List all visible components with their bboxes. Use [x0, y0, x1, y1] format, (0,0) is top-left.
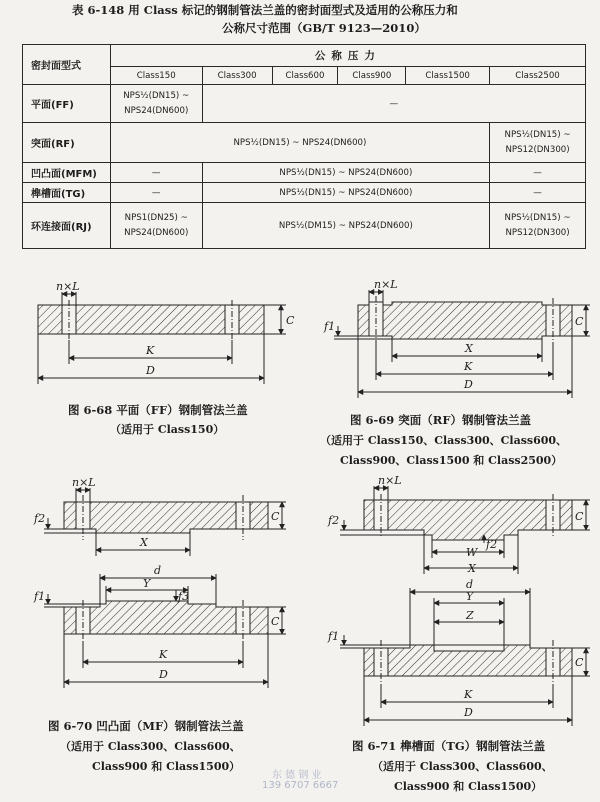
flange-tongue: [364, 500, 572, 540]
table-cell: NPS1(DN25) ~ NPS24(DN600): [110, 203, 202, 249]
header-seal-type: 密封面型式: [23, 45, 111, 85]
dim-D: D: [146, 364, 155, 377]
class-header: Class2500: [490, 67, 586, 85]
class-header: Class1500: [406, 67, 490, 85]
figure-6-70-subcaption-2: Class900 和 Class1500）: [92, 760, 241, 773]
dim-Y: Y: [143, 577, 151, 590]
dim-D: D: [159, 668, 168, 681]
watermark-company: 东 德 钢 业: [272, 770, 322, 781]
flange-body: [358, 302, 572, 339]
dim-C: C: [575, 315, 584, 328]
figure-6-69-caption: 图 6-69 突面（RF）钢制管法兰盖: [350, 413, 532, 427]
figure-6-71-caption: 图 6-71 榫槽面（TG）钢制管法兰盖: [352, 739, 546, 753]
table-cell: —: [490, 163, 586, 183]
dim-nL: n×L: [374, 278, 398, 291]
watermark-phone: 139 6707 6667: [262, 780, 339, 791]
figure-6-68-drawing: [38, 292, 286, 384]
dim-C: C: [271, 615, 280, 628]
table-cell: —: [110, 183, 202, 203]
dim-f2: f2: [328, 514, 340, 527]
table-cell: NPS½(DM15) ~ NPS24(DN600): [202, 203, 489, 249]
dim-K: K: [464, 688, 473, 701]
figure-6-69-drawing: [334, 290, 590, 398]
dim-C: C: [271, 510, 280, 523]
table-title-line1: 表 6-148 用 Class 标记的钢制管法兰盖的密封面型式及适用的公称压力和: [72, 3, 458, 17]
bolt-hole-left: [374, 500, 388, 530]
table-cell: —: [110, 163, 202, 183]
dim-K: K: [146, 344, 155, 357]
row-name: 凹凸面(MFM): [23, 163, 111, 183]
dim-X: X: [465, 342, 473, 355]
dim-X: X: [468, 562, 476, 575]
table-cell: —: [202, 85, 585, 123]
table-cell: NPS½(DN15) ~ NPS24(DN600): [110, 85, 202, 123]
dim-f2: f2: [486, 538, 498, 551]
groove: [434, 645, 504, 651]
dim-nL: n×L: [56, 280, 80, 293]
figure-6-70-caption: 图 6-70 凹凸面（MF）钢制管法兰盖: [48, 719, 244, 733]
figure-6-71-subcaption-2: Class900 和 Class1500）: [394, 780, 543, 793]
class-header: Class900: [338, 67, 406, 85]
dim-D: D: [464, 378, 473, 391]
dim-C: C: [575, 510, 584, 523]
class-header: Class600: [272, 67, 338, 85]
header-nominal-pressure: 公称压力: [110, 45, 585, 67]
table-cell: NPS½(DN15) ~ NPS12(DN300): [490, 203, 586, 249]
table-cell: NPS½(DN15) ~ NPS24(DN600): [110, 123, 489, 163]
dim-X: X: [140, 536, 148, 549]
class-header: Class300: [202, 67, 272, 85]
dim-W: W: [466, 546, 478, 559]
figure-6-68-subcaption: （适用于 Class150）: [110, 423, 225, 436]
figure-6-69-subcaption-1: （适用于 Class150、Class300、Class600、: [320, 434, 568, 447]
dim-nL: n×L: [378, 474, 402, 487]
dim-d: d: [154, 564, 162, 577]
figure-6-71-subcaption-1: （适用于 Class300、Class600、: [372, 760, 553, 773]
dim-f1: f1: [328, 630, 340, 643]
dim-Z: Z: [466, 609, 474, 622]
figure-6-68-caption: 图 6-68 平面（FF）钢制管法兰盖: [68, 403, 248, 417]
dim-K: K: [159, 648, 168, 661]
row-name: 平面(FF): [23, 85, 111, 123]
dim-d: d: [466, 578, 474, 591]
row-name: 榫槽面(TG): [23, 183, 111, 203]
dim-f3: f3: [178, 590, 190, 603]
dim-f2: f2: [34, 512, 46, 525]
figure-6-70-subcaption-1: （适用于 Class300、Class600、: [60, 740, 241, 753]
table-cell: NPS½(DN15) ~ NPS24(DN600): [202, 163, 489, 183]
dim-f1: f1: [324, 320, 336, 333]
table-title-line2: 公称尺寸范围（GB/T 9123—2010）: [222, 21, 426, 35]
dim-C: C: [286, 314, 295, 327]
dim-Y: Y: [466, 590, 474, 603]
dim-D: D: [464, 706, 473, 719]
dim-C: C: [575, 656, 584, 669]
row-name: 环连接面(RJ): [23, 203, 111, 249]
table-cell: NPS½(DN15) ~ NPS12(DN300): [490, 123, 586, 163]
table-cell: NPS½(DN15) ~ NPS24(DN600): [202, 183, 489, 203]
dim-f1: f1: [34, 590, 46, 603]
dim-nL: n×L: [72, 476, 96, 489]
figure-6-69-subcaption-2: Class900、Class1500 和 Class2500）: [340, 454, 563, 467]
table-cell: —: [490, 183, 586, 203]
class-header: Class150: [110, 67, 202, 85]
row-name: 突面(RF): [23, 123, 111, 163]
bolt-hole-right: [546, 500, 560, 530]
dim-K: K: [464, 360, 473, 373]
